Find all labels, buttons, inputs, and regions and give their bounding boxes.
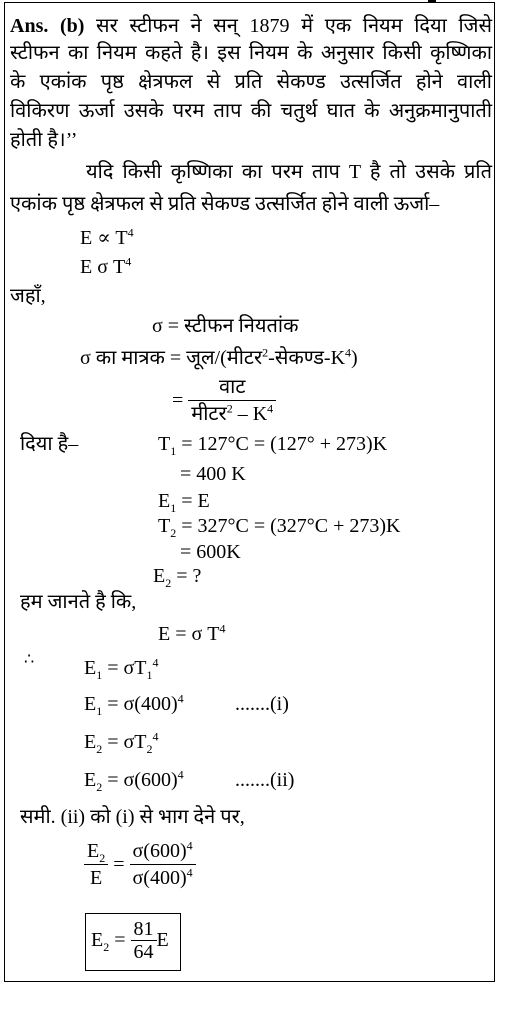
step-E1-sigmaT: $E_1 = \sigma T_1^4$ [84, 655, 159, 682]
given-T1: $T_1 = 127^\circ C = (127^\circ + 273)K$ [158, 433, 388, 458]
given-T2: $T_2 = 327^\circ C = (327^\circ C + 273)K$ [158, 515, 401, 540]
given-T2-result: = 600K [180, 541, 241, 563]
eq-tag-i: .......(i) [235, 693, 289, 715]
para2-line1: यदि किसी कृष्णिका का परम ताप T है तो उसके प्रति [86, 161, 492, 183]
para1-line3: के एकांक पृष्ठ क्षेत्रफल से प्रति सेकण्ड उत्सर्जित होने वाली [10, 71, 492, 93]
unit-fraction: = $\frac{\text{वाट}}{मीटर^2 - K^4}$ [172, 374, 276, 427]
eq-tag-ii: .......(ii) [235, 769, 295, 791]
eq-sigma: E σ $T^4$ [80, 254, 132, 278]
we-know: हम जानते है कि, [20, 591, 137, 613]
stefan-law: E = σ $T^4$ [158, 621, 226, 645]
answer-label: Ans. (b) [10, 15, 85, 37]
step-E2-sigmaT: $E_2 = \sigma T_2^4$ [84, 729, 159, 756]
sigma-unit: σ का मात्रक = $जूल/(मीटर^2-सेकण्ड-K^4)$ [80, 345, 358, 369]
where-label: जहाँ, [10, 285, 46, 307]
para1-line5: होती है।’’ [10, 129, 78, 151]
para1-line4: विकिरण ऊर्जा उसके परम ताप की चतुर्थ घात के अनुक्रमानुपाती [10, 100, 492, 122]
given-label: दिया है– [20, 433, 79, 455]
step-E2-600: $E_2 = \sigma(600)^4$ [84, 767, 184, 794]
para1-line1: Ans. (b) सर स्टीफन ने सन् 1879 में एक नियम दिया जिसे [10, 15, 492, 37]
given-E2: $E_2$ = ? [153, 565, 202, 590]
divide-statement: समी. (ii) को (i) से भाग देने पर, [20, 806, 245, 828]
eq-proportional: $E \propto T^4$ [80, 225, 134, 249]
given-T1-result: = 400 K [180, 463, 246, 485]
step-E1-400: $E_1 = \sigma(400)^4$ [84, 691, 184, 718]
sigma-definition: σ = स्टीफन नियतांक [152, 315, 299, 337]
ratio-equation: $\frac{E_2}{E}$ = $\frac{\sigma(600)^4}{\sigma(400)^4}$ [84, 838, 196, 891]
answer-frame [4, 2, 495, 982]
para2-line2: एकांक पृष्ठ क्षेत्रफल से प्रति सेकण्ड उत्सर्जित होने वाली ऊर्जा– [10, 193, 440, 215]
para1-line2: स्टीफन का नियम कहते है। इस नियम के अनुसार किसी कृष्णिका [10, 42, 492, 64]
therefore-symbol: ∴ [24, 651, 35, 668]
final-answer: $E_2$ = $\frac{81}{64}$ E [91, 918, 169, 963]
final-answer-box [85, 913, 181, 971]
given-E1: $E_1 = E$ [158, 490, 210, 515]
